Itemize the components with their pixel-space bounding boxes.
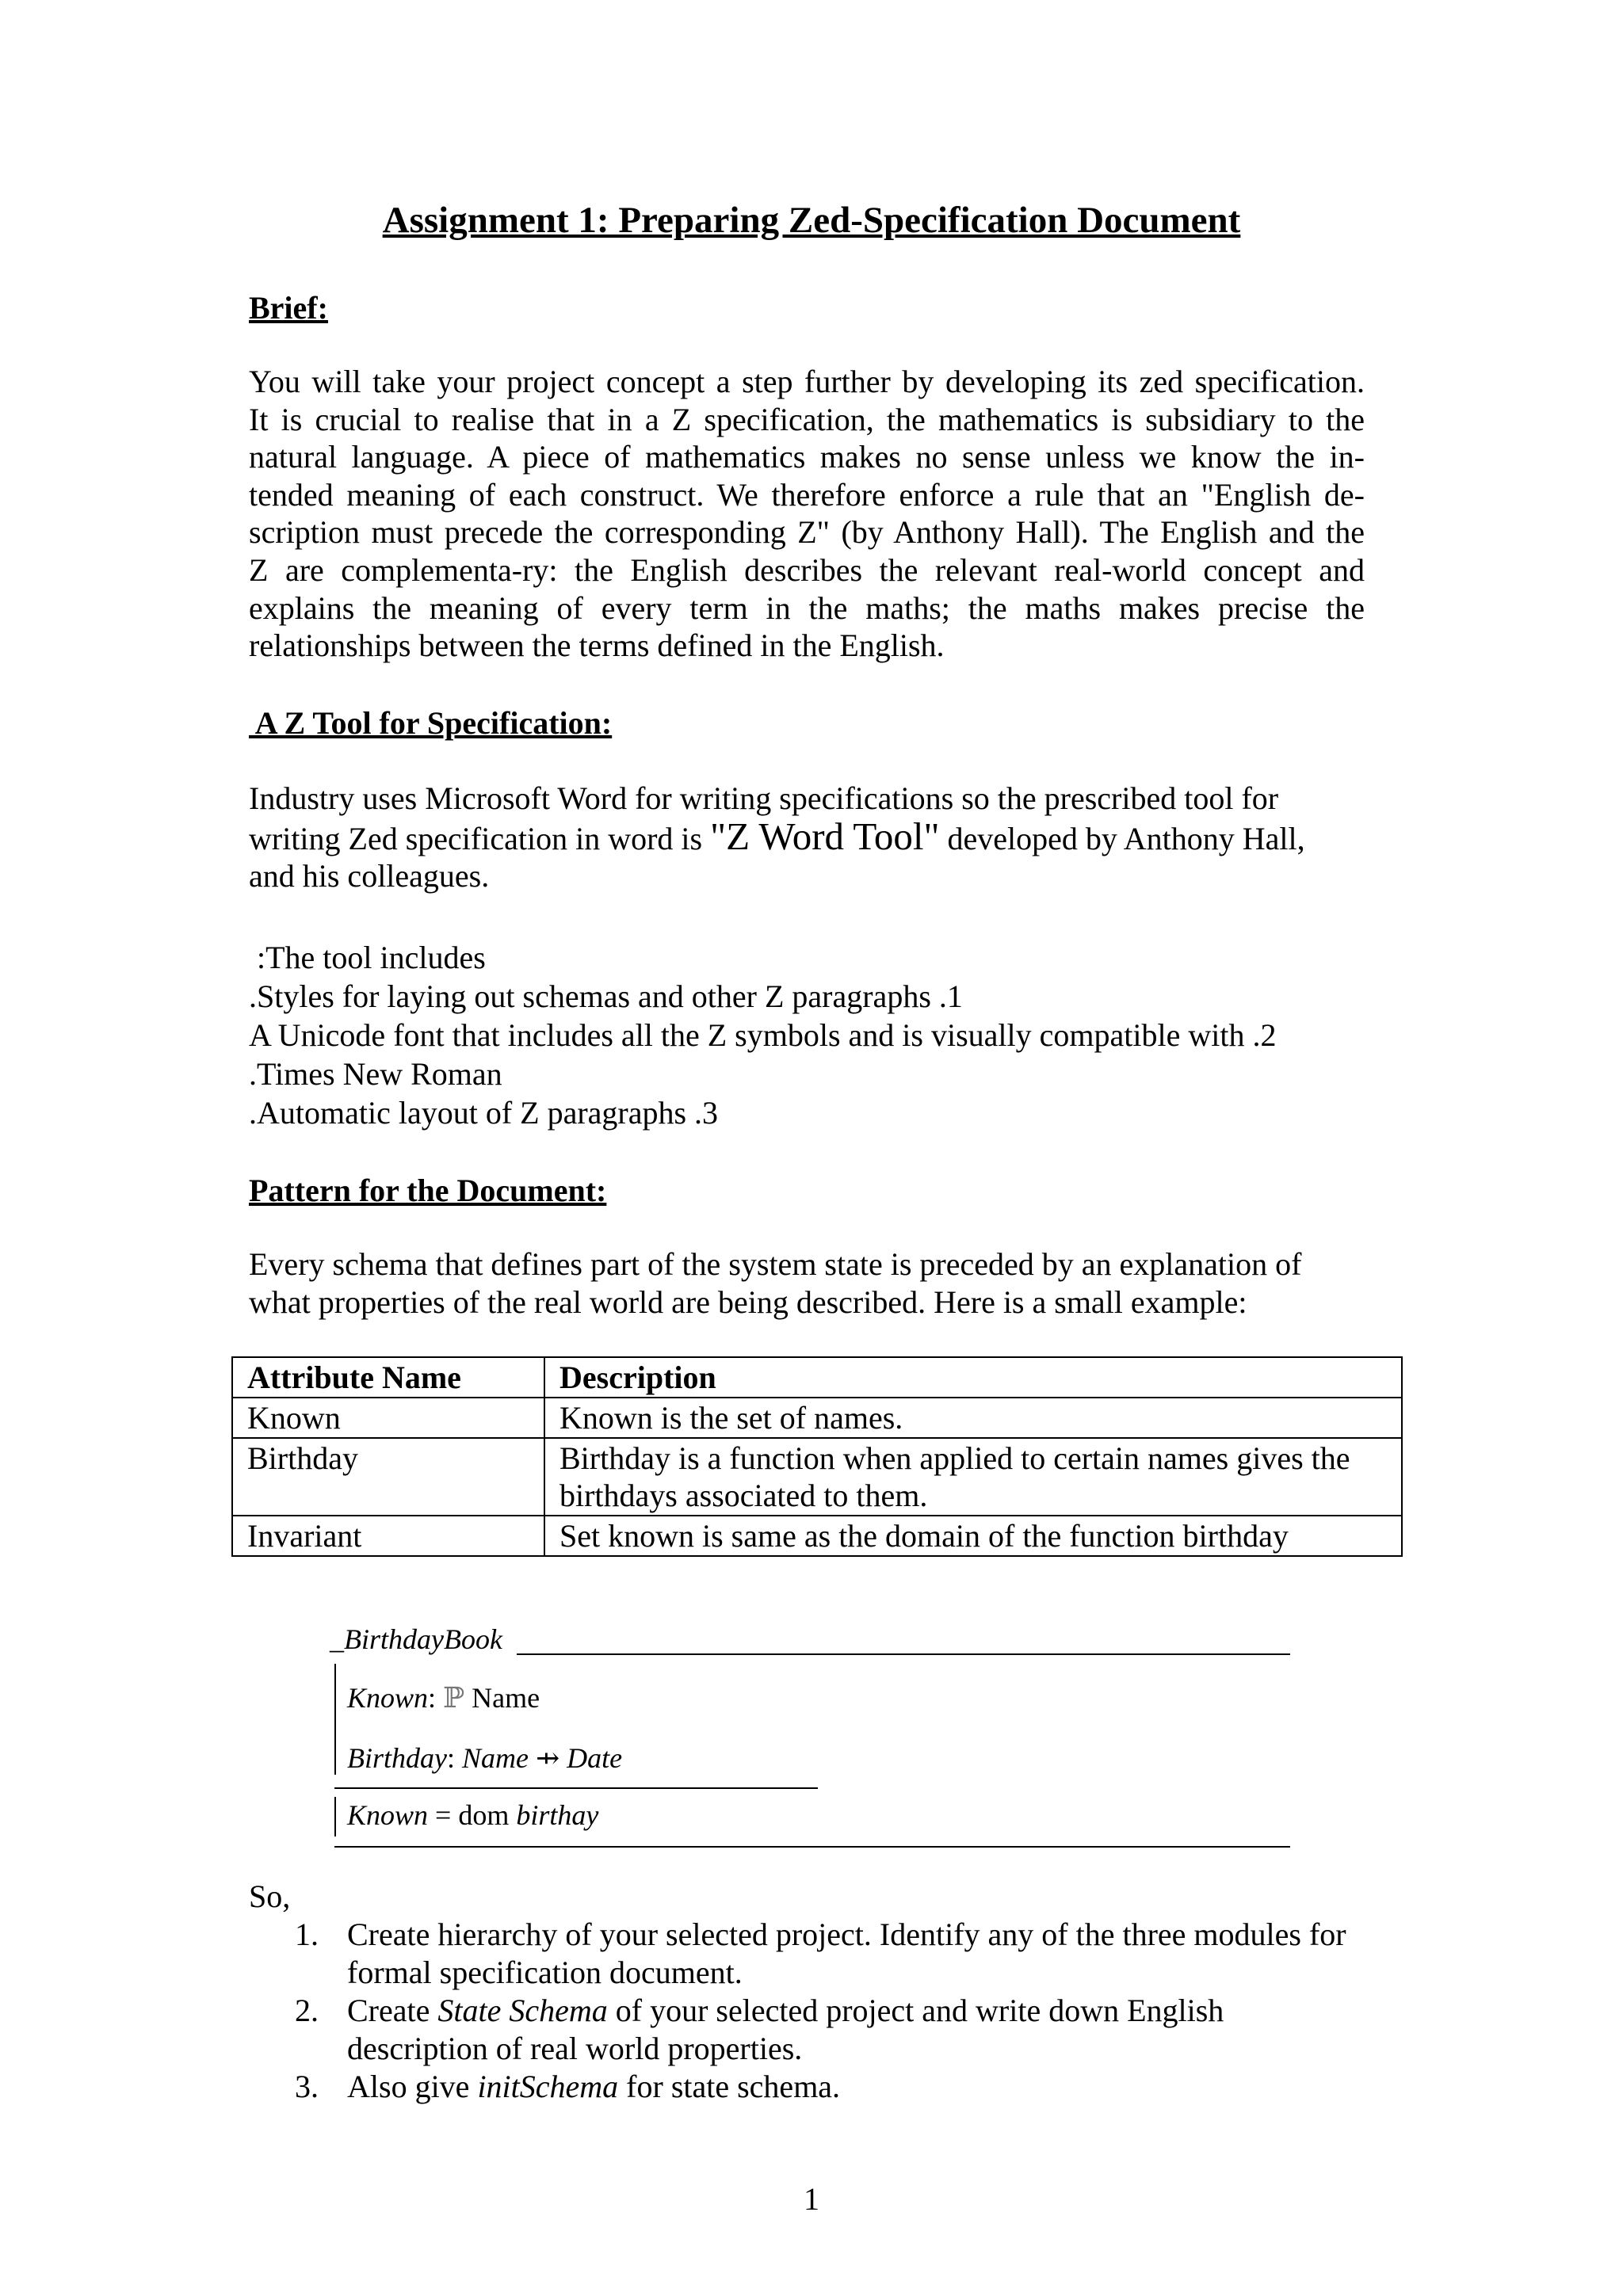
tool-heading: A Z Tool for Specification: bbox=[249, 705, 613, 741]
brief-line: tended meaning of each construct. We therefore enforce a rule that an "English de- bbox=[249, 476, 1365, 513]
decl-1-colon: : bbox=[428, 1682, 444, 1714]
tool-name: "Z Word Tool" bbox=[710, 814, 940, 858]
brief-line: It is crucial to realise that in a Z specification, the mathematics is subsidiary to the bbox=[249, 401, 1365, 437]
attribute-table bbox=[231, 1356, 1403, 1557]
pred-eq: = dom bbox=[428, 1799, 517, 1831]
brief-line: You will take your project concept a step further by developing its zed specification. bbox=[249, 364, 1365, 399]
schema-decl-1 bbox=[347, 1681, 540, 1714]
brief-line: relationships between the terms defined in the English. bbox=[249, 627, 945, 664]
table-cell: Birthday is a function when applied to certain names gives the birthdays associated to them. bbox=[544, 1438, 1402, 1516]
tool-includes-list bbox=[249, 938, 1358, 1132]
schema-top-rule bbox=[517, 1653, 1290, 1655]
pred-rest: birthay bbox=[516, 1799, 599, 1831]
task-item bbox=[295, 1916, 1404, 1992]
table-cell: Known bbox=[232, 1398, 544, 1438]
decl-1-var: Known bbox=[347, 1682, 429, 1714]
includes-line: .Automatic layout of Z paragraphs .3 bbox=[249, 1095, 719, 1131]
pattern-heading: Pattern for the Document: bbox=[249, 1173, 607, 1208]
brief-line: Z are complementa-ry: the English describes the relevant real-world concept and bbox=[249, 551, 1365, 588]
brief-line: scription must precede the corresponding Z" (by Anthony Hall). The English and the bbox=[249, 514, 1365, 551]
includes-line: .Times New Roman bbox=[249, 1056, 502, 1092]
table-row bbox=[232, 1398, 1402, 1438]
task-text bbox=[347, 1992, 1404, 2030]
task-text-after: for state schema. bbox=[618, 2069, 841, 2104]
document-title: Assignment 1: Preparing Zed-Specification Document bbox=[382, 200, 1241, 241]
table-cell: Set known is same as the domain of the function birthday bbox=[544, 1516, 1402, 1556]
task-text-before: Also give bbox=[347, 2069, 478, 2104]
tasks-intro: So, bbox=[249, 1878, 291, 1914]
task-text: description of real world properties. bbox=[347, 2031, 803, 2066]
table-header-row bbox=[232, 1357, 1402, 1398]
schema-name: _BirthdayBook bbox=[330, 1623, 502, 1655]
task-text-after: of your selected project and write down English bbox=[607, 1993, 1224, 2028]
schema-decl-2 bbox=[347, 1741, 622, 1775]
task-text: Create hierarchy of your selected project. Identify any of the three modules for bbox=[347, 1917, 1346, 1952]
table-row bbox=[232, 1438, 1402, 1516]
task-emphasis: initSchema bbox=[477, 2069, 619, 2104]
task-number: 1. bbox=[295, 1917, 319, 1952]
table-cell: Invariant bbox=[232, 1516, 544, 1556]
decl-2-colon: : bbox=[446, 1742, 462, 1774]
pattern-intro bbox=[249, 1245, 1358, 1321]
table-header: Attribute Name bbox=[232, 1357, 544, 1398]
task-number: 3. bbox=[295, 2069, 319, 2104]
table-cell: Birthday bbox=[232, 1438, 544, 1516]
tool-line-1: Industry uses Microsoft Word for writing specifications so the prescribed tool for bbox=[249, 780, 1279, 816]
tool-paragraph bbox=[249, 780, 1358, 895]
decl-1-type: Name bbox=[464, 1682, 540, 1714]
task-number: 2. bbox=[295, 1993, 319, 2028]
tool-line-2-before: writing Zed specification in word is bbox=[249, 820, 711, 856]
decl-2-var: Birthday bbox=[347, 1742, 447, 1774]
table-header: Description bbox=[544, 1357, 1402, 1398]
tool-line-2 bbox=[249, 814, 1358, 858]
task-emphasis: State Schema bbox=[437, 1993, 608, 2028]
brief-line: natural language. A piece of mathematics makes no sense unless we know the in- bbox=[249, 439, 1365, 475]
pred-var: Known bbox=[347, 1799, 429, 1831]
task-item bbox=[295, 2068, 1404, 2106]
includes-line: A Unicode font that includes all the Z symbols and is visually compatible with .2 bbox=[249, 1017, 1277, 1053]
brief-paragraph bbox=[249, 363, 1365, 665]
schema-pred-bar bbox=[334, 1797, 336, 1836]
pattern-intro-line: what properties of the real world are being described. Here is a small example: bbox=[249, 1283, 1247, 1320]
powerset-symbol: ℙ bbox=[443, 1682, 465, 1714]
schema-decl-bar bbox=[334, 1664, 336, 1775]
schema-predicate bbox=[347, 1798, 598, 1832]
table-cell: Known is the set of names. bbox=[544, 1398, 1402, 1438]
tool-line-2-after: developed by Anthony Hall, bbox=[939, 820, 1305, 856]
page-number: 1 bbox=[804, 2181, 819, 2217]
task-list bbox=[295, 1916, 1404, 2106]
brief-line: explains the meaning of every term in the maths; the maths makes precise the bbox=[249, 589, 1365, 626]
task-text bbox=[347, 2068, 1404, 2106]
schema-mid-rule bbox=[334, 1787, 818, 1789]
task-item bbox=[295, 1992, 1404, 2068]
includes-line: .Styles for laying out schemas and other Z paragraphs .1 bbox=[249, 978, 963, 1014]
schema-bottom-rule bbox=[334, 1846, 1290, 1848]
brief-heading: Brief: bbox=[249, 290, 328, 326]
table-row bbox=[232, 1516, 1402, 1556]
tool-line-3: and his colleagues. bbox=[249, 858, 490, 894]
decl-2-rest: Name ⇸ Date bbox=[462, 1742, 623, 1774]
task-text: formal specification document. bbox=[347, 1955, 743, 1990]
pattern-intro-line: Every schema that defines part of the system state is preceded by an explanation of bbox=[249, 1246, 1302, 1282]
task-text-before: Create bbox=[347, 1993, 438, 2028]
includes-line: :The tool includes bbox=[257, 940, 486, 975]
